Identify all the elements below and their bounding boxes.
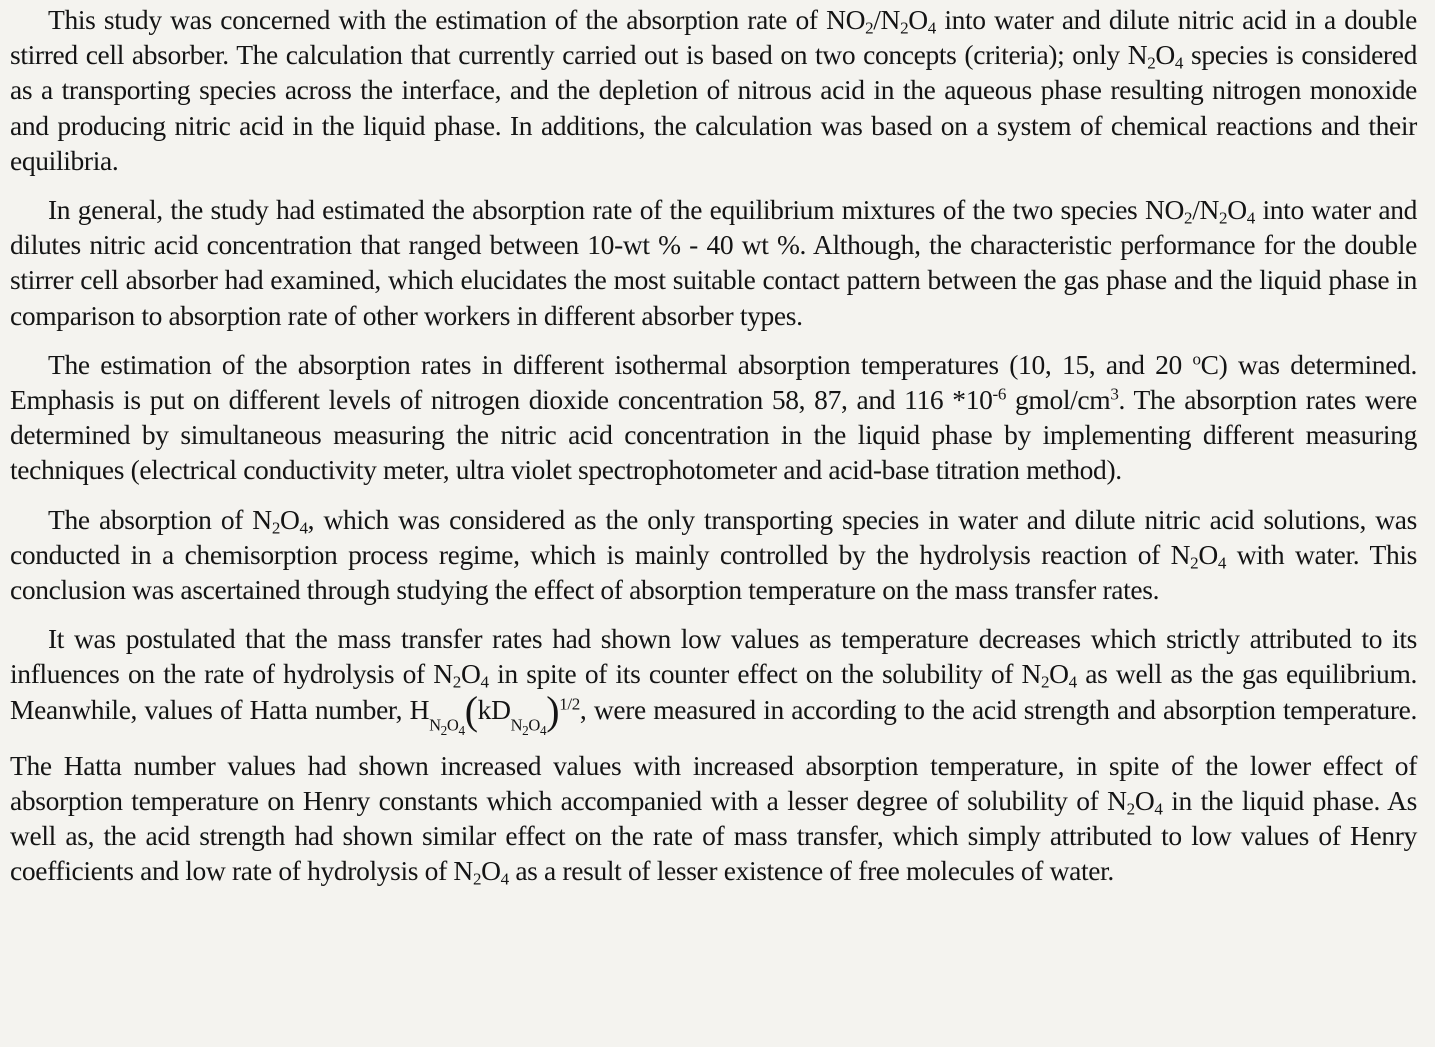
subscript: 4 [927,18,936,38]
paragraph-text: O [1198,538,1218,570]
paragraph-text: In general, the study had estimated the absorption rate of the equilibrium mixtures of the two species NO [48,194,1185,226]
subscript: 4 [480,672,489,692]
paragraph-text: /N [1192,194,1220,226]
formula-subscript: 4 [458,722,465,738]
paragraph-text: O [908,4,928,35]
subscript: 2 [1219,208,1228,228]
paragraph-text: It was postulated that the mass transfer rates had shown low values as temperature decreases which strictly attributed to its influences on the rate of hydrolysis of N [10,623,1417,690]
subscript: 2 [1040,672,1050,692]
subscript: 4 [500,869,509,889]
subscript: 2 [1147,53,1156,73]
paragraph-text: O [481,855,501,887]
paragraph-text: as a result of lesser existence of free molecules of water. [508,855,1114,887]
paragraph-text: into water and dilute nitric acid in a double stirred cell absorber. The calculation that currently carried out is based on two concepts (criteria); only N [10,4,1417,71]
subscript: 2 [1190,553,1199,573]
subscript: 2 [865,18,874,38]
paragraph-text: in spite of its counter effect on the solubility of N [488,658,1041,690]
paragraph-text: in the liquid phase. As well as, the acid strength had shown similar effect on the rate of mass transfer, which simply attributed to low values of Henry coefficients and low rate of hydrolysis of N [10,784,1418,887]
document-page [10,2,1417,1042]
paragraph-text: into water and dilutes nitric acid concentration that ranged between 10-wt % - 40 wt %. Although, the characteristic performance for the double stirrer cell absorber had examined, which elucidates the most suitable contact pattern between the gas phase and the liquid phase in comparison to absorption rate of other workers in different absorber types. [10,194,1417,331]
paragraph-text: , which was considered as the only transporting species in water and dilute nitric acid solutions, was conducted in a chemisorption process regime, which is mainly controlled by the hydrolysis reaction of N [10,503,1417,570]
subscript: 4 [1154,799,1163,819]
paragraph-3 [10,347,1417,488]
formula-subscript: O [446,715,459,735]
paragraph-text: . The absorption rates were determined by simultaneous measuring the nitric acid concentration in the liquid phase by implementing different measuring techniques (electrical conductivity meter, ultra violet spectrophotometer and acid-base titration method). [10,384,1417,486]
subscript: 2 [1126,799,1135,819]
paragraph-text: C) was determined. Emphasis is put on different levels of nitrogen dioxide concentration 58, 87, and 116 *10 [10,348,1417,416]
paragraph-text: O [1134,784,1155,816]
paragraph-text: O [1227,194,1247,226]
subscript: 4 [1217,553,1227,573]
superscript: -6 [992,384,1007,404]
formula-subscript: N [429,715,441,735]
subscript: 2 [472,869,482,889]
formula-symbol: kD [477,693,511,725]
formula-subscript: N [510,715,523,735]
paragraph-text: O [279,503,300,535]
paragraph-text: O [1155,39,1175,71]
paragraph-text: This study was concerned with the estimation of the absorption rate of NO [48,4,866,35]
paragraph-1 [10,2,1417,178]
formula-symbol: H [409,693,430,725]
paragraph-5 [10,621,1417,888]
paragraph-2 [10,192,1417,333]
subscript: 2 [1184,208,1193,228]
paragraph-text: species is considered as a transporting species across the interface, and the depletion of nitrous acid in the aqueous phase resulting nitrogen monoxide and producing nitric acid in the liquid phase. In additions, the calculation was based on a system of chemical reactions and their equilibria. [10,39,1417,176]
superscript: o [1192,349,1201,369]
left-paren-icon: ( [464,687,478,733]
paragraph-text: , were measured in according to the acid strength and absorption temperature. The Hatta number values had shown increased values with increased absorption temperature, in spite of the lower effect of absorption temperature on Henry constants which accompanied with a lesser degree of solubility of N [10,693,1418,816]
paragraph-4 [10,502,1417,608]
subscript: 4 [1246,208,1255,228]
formula-exponent: 1/2 [559,694,580,714]
paragraph-text: O [1049,658,1069,690]
subscript: 2 [452,672,461,692]
formula-subscript: 2 [522,722,529,738]
paragraph-text: /N [873,4,901,35]
subscript: 4 [1068,672,1077,692]
subscript: 4 [299,517,308,537]
formula-subscript: 4 [540,722,547,738]
hatta-formula [409,687,580,738]
paragraph-text: with water. This conclusion was ascertained through studying the effect of absorption temperature on the mass transfer rates. [10,538,1418,606]
formula-subscript: O [528,715,540,735]
subscript: 2 [900,18,909,38]
paragraph-text: as well as the gas equilibrium. Meanwhile, values of Hatta number, [10,658,1418,725]
formula-subscript: 2 [440,722,447,738]
paragraph-text: The absorption of N [48,503,272,535]
superscript: 3 [1110,384,1119,404]
paragraph-text: O [460,658,481,690]
paragraph-text: gmol/cm [1006,384,1111,416]
subscript: 4 [1174,53,1184,73]
subscript: 2 [271,517,280,537]
right-paren-icon: ) [546,687,560,733]
paragraph-text: The estimation of the absorption rates in different isothermal absorption temperatures (10, 15, and 20 [48,348,1193,380]
